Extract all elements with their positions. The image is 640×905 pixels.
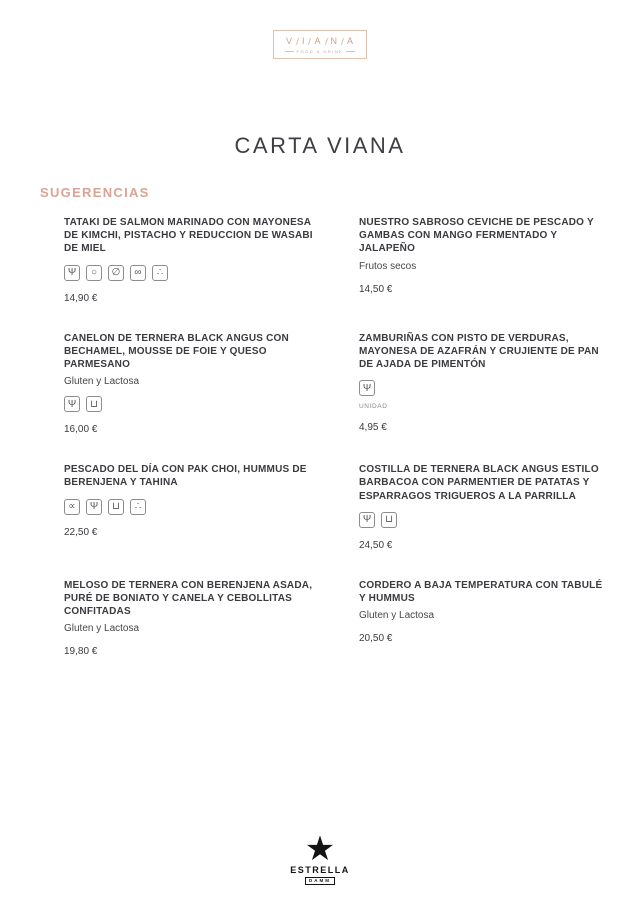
menu-item — [64, 216, 315, 304]
allergen-icon-row — [359, 380, 610, 396]
menu-item — [64, 463, 315, 551]
section-title: SUGERENCIAS — [40, 185, 150, 200]
viana-logo-subtitle: FOOD & DRINK — [285, 49, 356, 54]
page-title: CARTA VIANA — [234, 133, 406, 158]
menu-item-name: ZAMBURIÑAS CON PISTO DE VERDURAS, MAYONESA DE AZAFRÁN Y CRUJIENTE DE PAN DE AJADA DE PIMENTÓN — [359, 332, 599, 370]
menu-grid — [64, 216, 610, 657]
menu-item-allergens: Frutos secos — [359, 260, 417, 272]
star-icon: ★ — [304, 830, 336, 869]
sesame-icon: ∴ — [130, 499, 146, 515]
menu-item-price: 22,50 € — [64, 526, 98, 538]
menu-item-allergens: Gluten y Lactosa — [64, 623, 140, 635]
fish-icon: ∝ — [64, 499, 80, 515]
gluten-icon: Ψ — [359, 512, 375, 528]
gluten-icon: Ψ — [64, 396, 80, 412]
logo-letter: I — [301, 36, 306, 46]
menu-item-name: MELOSO DE TERNERA CON BERENJENA ASADA, PURÉ DE BONIATO Y CANELA Y CEBOLLITAS CONFITADAS — [64, 579, 313, 618]
viana-logo — [273, 30, 368, 59]
menu-item — [64, 579, 315, 658]
brand-subtitle: DAMM — [305, 877, 335, 885]
logo-letter: V — [285, 36, 293, 46]
menu-item — [359, 332, 610, 436]
lactose-icon: ⊔ — [86, 396, 102, 412]
lactose-icon: ⊔ — [108, 499, 124, 515]
menu-item-allergens: Gluten y Lactosa — [359, 610, 435, 622]
allergen-icon-row — [64, 499, 315, 515]
mustard-icon: ∅ — [108, 265, 124, 281]
logo-letter-separator — [341, 38, 344, 45]
menu-item — [64, 332, 315, 436]
menu-item — [359, 216, 610, 304]
menu-item-name: NUESTRO SABROSO CEVICHE DE PESCADO Y GAMBAS CON MANGO FERMENTADO Y JALAPEÑO — [359, 217, 594, 255]
logo-letter-separator — [296, 38, 299, 45]
menu-item — [359, 579, 610, 658]
menu-item-price: 14,90 € — [64, 292, 98, 304]
allergen-icon-row — [359, 512, 610, 528]
menu-item-price: 14,50 € — [359, 283, 393, 295]
logo-letter: N — [330, 36, 338, 46]
soy-icon: ∞ — [130, 265, 146, 281]
logo-letter: A — [347, 36, 355, 46]
brand-name: ESTRELLA — [290, 865, 350, 875]
logo-letter: A — [314, 36, 322, 46]
allergen-icon-row — [64, 396, 315, 412]
menu-item-price: 4,95 € — [359, 422, 387, 434]
egg-icon: ○ — [86, 265, 102, 281]
menu-item-price: 24,50 € — [359, 539, 393, 551]
lactose-icon: ⊔ — [381, 512, 397, 528]
menu-item — [359, 463, 610, 551]
menu-item-allergens: Gluten y Lactosa — [64, 376, 140, 388]
menu-item-name: CANELON DE TERNERA BLACK ANGUS CON BECHAMEL, MOUSSE DE FOIE Y QUESO PARMESANO — [64, 332, 289, 370]
menu-item-name: TATAKI DE SALMON MARINADO CON MAYONESA DE KIMCHI, PISTACHO Y REDUCCION DE WASABI DE MIEL — [64, 217, 313, 255]
menu-item-name: COSTILLA DE TERNERA BLACK ANGUS ESTILO BARBACOA CON PARMENTIER DE PATATAS Y ESPARRAGOS TRIGUEROS A LA PARRILLA — [359, 464, 599, 502]
menu-item-price: 20,50 € — [359, 633, 393, 645]
logo-letter-separator — [308, 38, 311, 45]
viana-logo-text — [285, 36, 356, 46]
sesame-icon: ∴ — [152, 265, 168, 281]
gluten-icon: Ψ — [359, 380, 375, 396]
logo-letter-separator — [324, 38, 327, 45]
gluten-icon: Ψ — [64, 265, 80, 281]
gluten-icon: Ψ — [86, 499, 102, 515]
menu-item-price: 16,00 € — [64, 424, 98, 436]
allergen-icon-row — [64, 265, 315, 281]
page-header — [0, 0, 640, 59]
menu-item-price: 19,80 € — [64, 646, 98, 658]
unit-label: UNIDAD — [359, 403, 388, 411]
menu-item-name: CORDERO A BAJA TEMPERATURA CON TABULÉ Y HUMMUS — [359, 579, 603, 604]
page-footer — [0, 830, 640, 905]
menu-item-name: PESCADO DEL DÍA CON PAK CHOI, HUMMUS DE BERENJENA Y TAHINA — [64, 464, 307, 489]
